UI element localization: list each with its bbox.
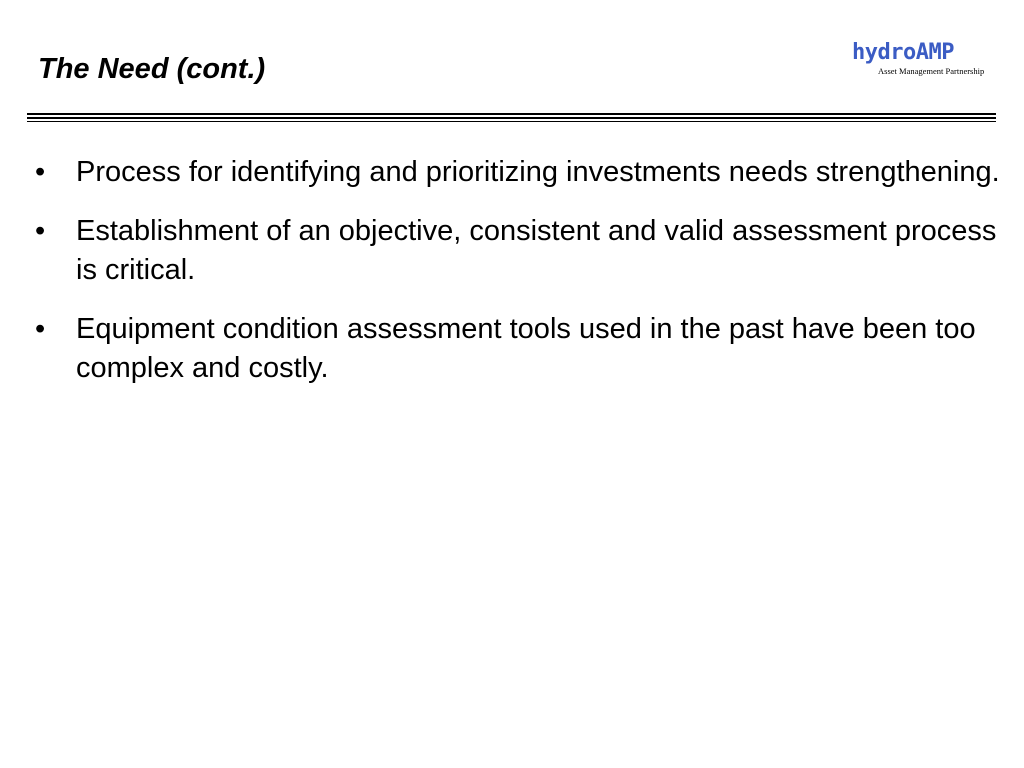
header-divider-line <box>27 121 996 122</box>
bullet-marker: • <box>35 313 46 345</box>
bullet-item <box>35 310 1010 388</box>
bullet-item <box>35 153 1010 192</box>
bullet-list <box>35 153 1010 408</box>
bullet-text: Establishment of an objective, consistent and valid assessment process is critical. <box>76 215 997 286</box>
header-divider-line <box>27 117 996 119</box>
logo-wordmark: hydroAMP <box>852 40 954 65</box>
bullet-item <box>35 212 1010 290</box>
slide-title: The Need (cont.) <box>38 53 266 85</box>
header-divider-line <box>27 113 996 115</box>
bullet-text: Equipment condition assessment tools used in the past have been too complex and costly. <box>76 313 976 384</box>
bullet-marker: • <box>35 215 46 247</box>
hydroamp-logo <box>850 38 990 80</box>
bullet-marker: • <box>35 156 46 188</box>
logo-tagline: Asset Management Partnership <box>878 66 985 76</box>
bullet-text: Process for identifying and prioritizing investments needs strengthening. <box>76 156 1000 188</box>
